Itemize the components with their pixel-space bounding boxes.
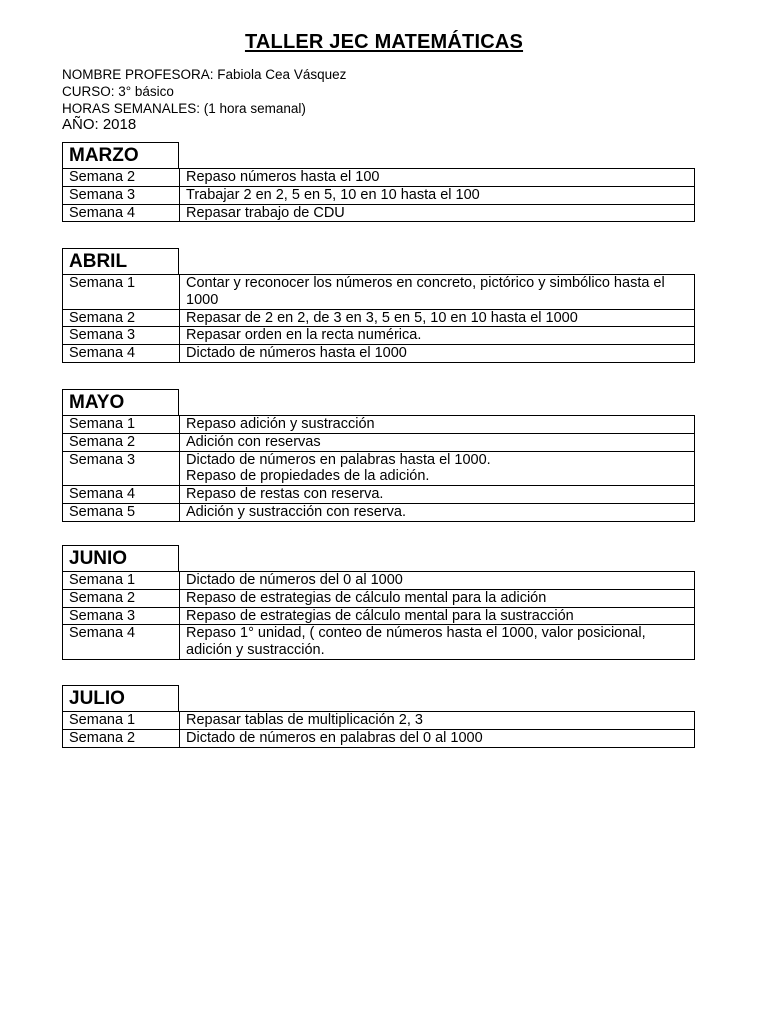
table-row xyxy=(63,433,695,451)
week-cell: Semana 2 xyxy=(63,309,180,327)
table-row xyxy=(63,503,695,521)
week-cell: Semana 3 xyxy=(63,327,180,345)
table-row xyxy=(63,416,695,434)
activity-cell: Dictado de números del 0 al 1000 xyxy=(180,572,695,590)
activity-cell: Repasar tablas de multiplicación 2, 3 xyxy=(180,712,695,730)
activity-cell: Contar y reconocer los números en concreto, pictórico y simbólico hasta el 1000 xyxy=(180,275,695,310)
month-section-marzo xyxy=(62,142,695,222)
table-row xyxy=(63,712,695,730)
week-cell: Semana 1 xyxy=(63,572,180,590)
month-section-abril xyxy=(62,248,695,363)
month-section-julio xyxy=(62,685,695,748)
week-cell: Semana 2 xyxy=(63,169,180,187)
month-section-mayo xyxy=(62,389,695,522)
week-cell: Semana 1 xyxy=(63,275,180,310)
activity-cell: Repasar trabajo de CDU xyxy=(180,204,695,222)
week-cell: Semana 4 xyxy=(63,204,180,222)
table-row xyxy=(63,204,695,222)
activity-cell: Trabajar 2 en 2, 5 en 5, 10 en 10 hasta el 100 xyxy=(180,186,695,204)
table-row xyxy=(63,309,695,327)
month-schedule-table xyxy=(62,415,695,522)
table-row xyxy=(63,451,695,486)
month-heading: JULIO xyxy=(62,685,179,711)
table-row xyxy=(63,607,695,625)
activity-cell: Dictado de números en palabras hasta el 1000. Repaso de propiedades de la adición. xyxy=(180,451,695,486)
month-heading: JUNIO xyxy=(62,545,179,571)
week-cell: Semana 4 xyxy=(63,345,180,363)
week-cell: Semana 2 xyxy=(63,729,180,747)
activity-cell: Adición y sustracción con reserva. xyxy=(180,503,695,521)
table-row xyxy=(63,327,695,345)
month-heading: MAYO xyxy=(62,389,179,415)
activity-cell: Repaso de estrategias de cálculo mental para la adición xyxy=(180,589,695,607)
week-cell: Semana 1 xyxy=(63,712,180,730)
table-row xyxy=(63,275,695,310)
month-heading: ABRIL xyxy=(62,248,179,274)
month-schedule-table xyxy=(62,274,695,363)
week-cell: Semana 3 xyxy=(63,451,180,486)
activity-cell: Repasar de 2 en 2, de 3 en 3, 5 en 5, 10 en 10 hasta el 1000 xyxy=(180,309,695,327)
table-row xyxy=(63,186,695,204)
month-schedule-table xyxy=(62,571,695,660)
activity-cell: Dictado de números hasta el 1000 xyxy=(180,345,695,363)
week-cell: Semana 4 xyxy=(63,625,180,660)
activity-cell: Repasar orden en la recta numérica. xyxy=(180,327,695,345)
table-row xyxy=(63,729,695,747)
table-row xyxy=(63,625,695,660)
week-cell: Semana 3 xyxy=(63,186,180,204)
week-cell: Semana 2 xyxy=(63,589,180,607)
week-cell: Semana 4 xyxy=(63,486,180,504)
activity-cell: Repaso 1° unidad, ( conteo de números hasta el 1000, valor posicional, adición y sustracción. xyxy=(180,625,695,660)
activity-cell: Repaso de restas con reserva. xyxy=(180,486,695,504)
document-title: TALLER JEC MATEMÁTICAS xyxy=(244,31,524,53)
table-row xyxy=(63,345,695,363)
month-heading: MARZO xyxy=(62,142,179,168)
month-schedule-table xyxy=(62,168,695,222)
teacher-name: NOMBRE PROFESORA: Fabiola Cea Vásquez xyxy=(62,67,347,82)
table-row xyxy=(63,486,695,504)
table-row xyxy=(63,589,695,607)
month-schedule-table xyxy=(62,711,695,748)
activity-cell: Dictado de números en palabras del 0 al 1000 xyxy=(180,729,695,747)
course: CURSO: 3° básico xyxy=(62,84,174,99)
week-cell: Semana 2 xyxy=(63,433,180,451)
weekly-hours: HORAS SEMANALES: (1 hora semanal) xyxy=(62,101,306,116)
table-row xyxy=(63,572,695,590)
activity-cell: Repaso adición y sustracción xyxy=(180,416,695,434)
activity-cell: Adición con reservas xyxy=(180,433,695,451)
table-row xyxy=(63,169,695,187)
year: AÑO: 2018 xyxy=(62,116,137,133)
week-cell: Semana 1 xyxy=(63,416,180,434)
month-section-junio xyxy=(62,545,695,660)
week-cell: Semana 5 xyxy=(63,503,180,521)
activity-cell: Repaso de estrategias de cálculo mental para la sustracción xyxy=(180,607,695,625)
activity-cell: Repaso números hasta el 100 xyxy=(180,169,695,187)
week-cell: Semana 3 xyxy=(63,607,180,625)
